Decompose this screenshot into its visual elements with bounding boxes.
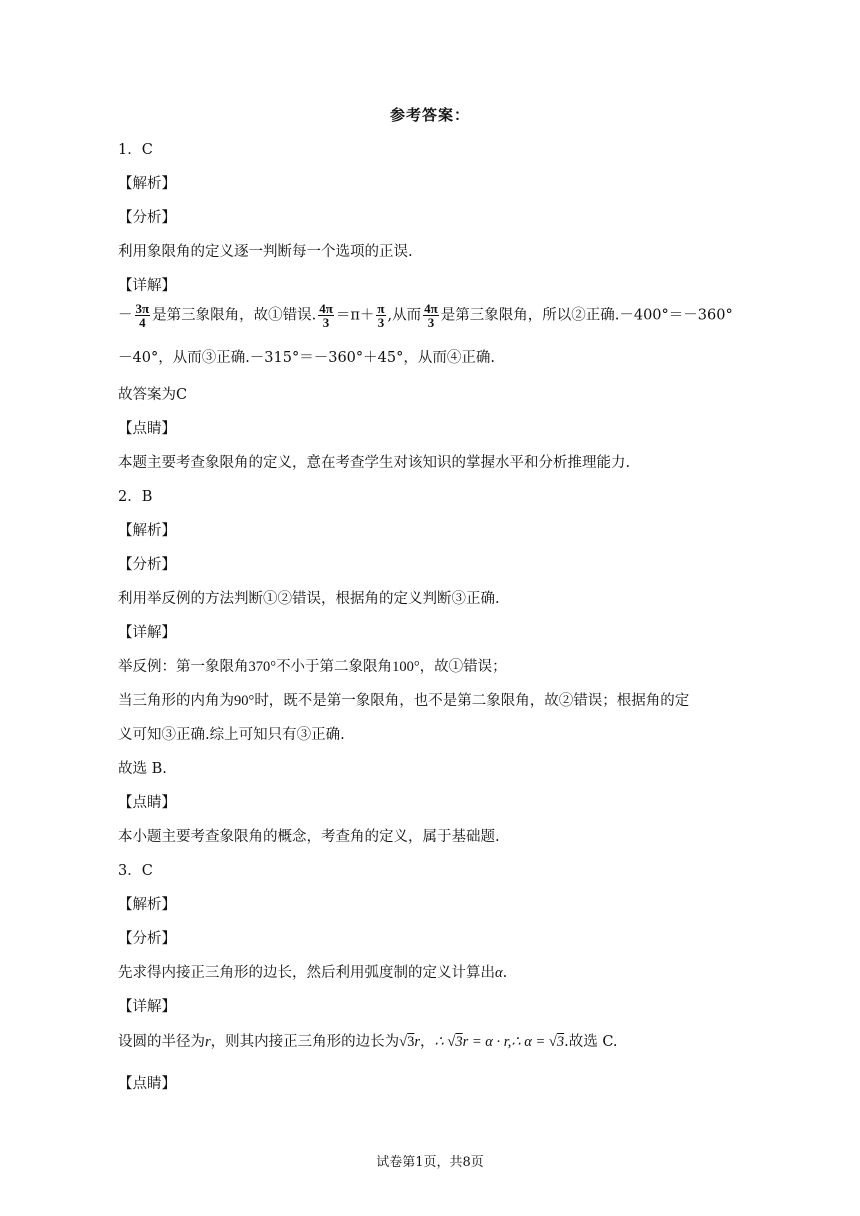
q3-analysis-text: 先求得内接正三角形的边长，然后利用弧度制的定义计算出 (118, 965, 495, 981)
q1-detail-line1 (118, 302, 733, 329)
q3-detail-line1 (118, 1030, 618, 1051)
q2-detail-line4: 故选 B. (118, 761, 167, 777)
fraction-pi-over-3: $\frac{\pi}{3}$ (377, 301, 385, 330)
q3-detail-text-d: .故选 C. (564, 1034, 618, 1050)
q2-detail-text-c: ，故①错误； (419, 659, 507, 675)
angle-370: 370° (248, 659, 277, 675)
q1-heading: 1．C (118, 142, 153, 158)
q3-dianjing-tag: 【点睛】 (118, 1076, 176, 1092)
q2-detail-line2 (118, 689, 689, 710)
q1-detail-line3: 故答案为C (118, 387, 188, 403)
q3-detail-text-b: ，则其内接正三角形的边长为 (210, 1034, 400, 1050)
q1-jiexi-tag: 【解析】 (118, 176, 176, 192)
q3-heading: 3．C (118, 863, 153, 879)
fraction-4pi-over-3: $\frac{4\pi}{3}$ (319, 301, 333, 330)
q3-jiexi-tag: 【解析】 (118, 897, 176, 913)
q2-fenxi-tag: 【分析】 (118, 557, 176, 573)
alpha-symbol: α (495, 965, 503, 981)
q2-detail-text-d: 当三角形的内角为 (118, 693, 234, 709)
q2-detail-text-a: 举反例：第一象限角 (118, 659, 249, 675)
q2-dianjing-tag: 【点睛】 (118, 795, 176, 811)
q1-detail-text-b: ＝π＋ (335, 307, 375, 324)
sqrt-3r-expression: √3r (399, 1034, 421, 1050)
q1-comment: 本题主要考查象限角的定义，意在考查学生对该知识的掌握水平和分析推理能力. (118, 455, 631, 471)
q1-detail-text-c: ,从而 (387, 307, 422, 324)
q2-detail-text-e: 时，既不是第一象限角，也不是第二象限角，故②错误；根据角的定 (254, 693, 690, 709)
q3-xiangjie-tag: 【详解】 (118, 999, 176, 1015)
q3-analysis (118, 961, 507, 982)
q2-heading: 2．B (118, 489, 153, 505)
fraction-3pi-over-4: $\frac{3\pi}{4}$ (135, 301, 150, 330)
minus-sign: － (118, 307, 133, 324)
q1-detail-text-a: 是第三象限角，故①错误. (152, 307, 317, 324)
q2-detail-line3: 义可知③正确.综上可知只有③正确. (118, 727, 345, 743)
q1-detail-line2: －40°，从而③正确.－315°＝－360°＋45°，从而④正确. (118, 350, 495, 366)
q1-detail-text-d: 是第三象限角，所以②正确.－400°＝－360° (440, 307, 733, 324)
q2-detail-text-b: 不小于第二象限角 (276, 659, 393, 675)
q1-analysis: 利用象限角的定义逐一判断每一个选项的正误. (118, 244, 413, 260)
q3-detail-comma: ， (420, 1034, 435, 1050)
q2-jiexi-tag: 【解析】 (118, 523, 176, 539)
q3-fenxi-tag: 【分析】 (118, 931, 176, 947)
q2-analysis: 利用举反例的方法判断①②错误，根据角的定义判断③正确. (118, 591, 500, 607)
fraction-4pi-over-3-b: $\frac{4\pi}{3}$ (424, 301, 438, 330)
q2-comment: 本小题主要考查象限角的概念，考查角的定义，属于基础题. (118, 829, 500, 845)
angle-100: 100° (392, 659, 420, 675)
radius-symbol: r (205, 1034, 211, 1050)
q2-detail-line1 (118, 655, 507, 676)
q3-detail-text-a: 设圆的半径为 (118, 1034, 205, 1050)
angle-90: 90° (234, 693, 255, 709)
q3-formula: ∴ √3r = α · r,∴ α = √3 (434, 1034, 565, 1050)
q3-analysis-period: . (502, 965, 508, 981)
page-title: 参考答案： (389, 106, 470, 124)
page-footer: 试卷第1页，共8页 (376, 1155, 484, 1170)
q1-dianjing-tag: 【点睛】 (118, 421, 176, 437)
q2-xiangjie-tag: 【详解】 (118, 625, 176, 641)
q1-fenxi-tag: 【分析】 (118, 210, 176, 226)
q1-xiangjie-tag: 【详解】 (118, 278, 176, 294)
